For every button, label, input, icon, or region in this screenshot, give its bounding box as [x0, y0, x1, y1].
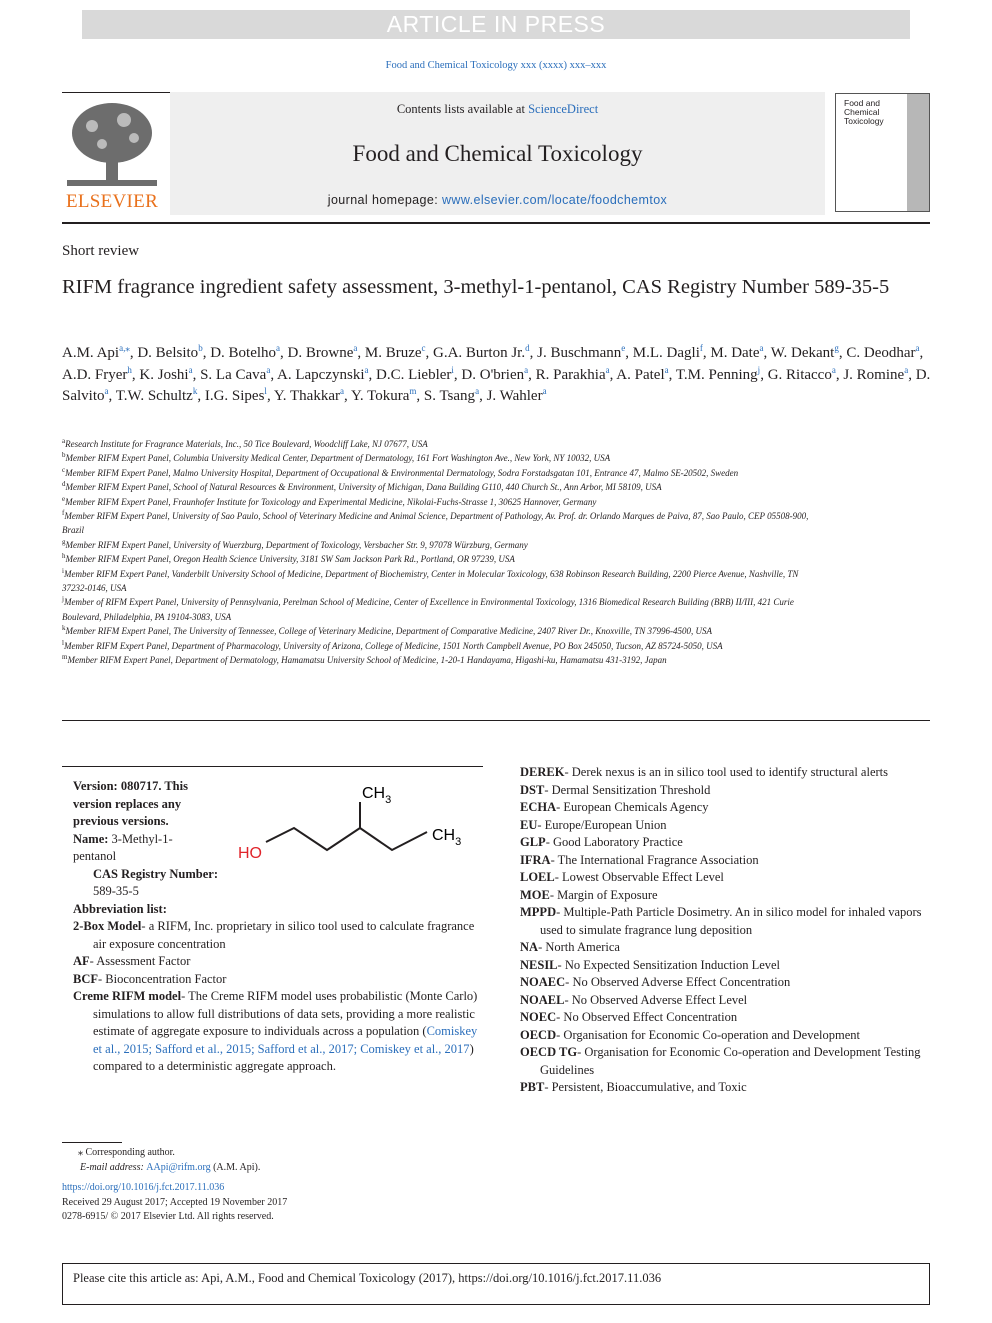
author: [433, 345, 530, 361]
abbreviation-entry: [520, 799, 932, 817]
author: [771, 345, 839, 361]
abbreviation-definition: - Multiple-Path Particle Dosimetry. An in silico model for inhaled vapors used to simulate fragrance lung deposition: [540, 905, 922, 937]
author-name: M.L. Dagli: [632, 345, 700, 361]
author: [710, 345, 763, 361]
abbreviation-term: IFRA: [520, 852, 551, 867]
author-affiliation-mark[interactable]: b: [198, 343, 203, 353]
abbreviation-list-left: [73, 918, 483, 1076]
author-name: A.D. Fryer: [62, 366, 128, 383]
author-affiliation-mark[interactable]: a: [915, 343, 920, 353]
abbreviation-definition: - European Chemicals Agency: [556, 800, 709, 814]
abbreviation-definition: - North America: [538, 940, 620, 954]
copyright: 0278-6915/ © 2017 Elsevier Ltd. All rights reserved.: [62, 1211, 274, 1222]
author-affiliation-mark[interactable]: a: [266, 364, 271, 375]
affiliation-mark: i: [62, 566, 64, 575]
abbreviation-list-right: [520, 764, 932, 1097]
author: [116, 388, 198, 404]
abbreviation-term: OECD TG: [520, 1045, 578, 1059]
received-dates: Received 29 August 2017; Accepted 19 November 2017: [62, 1196, 288, 1208]
author-name: J. Romine: [843, 366, 905, 383]
abbreviation-entry: [520, 1027, 932, 1045]
affiliation-item: [62, 466, 822, 480]
author-affiliation-mark[interactable]: d: [525, 343, 530, 353]
abbreviation-definition: - No Observed Effect Concentration: [556, 1010, 738, 1024]
affiliation-text: Member RIFM Expert Panel, Department of Pharmacology, University of Arizona, College of Medicine, 1501 North Campbell Avenue, PO Box 245050, Tucson, AZ 85724-5050, USA: [63, 640, 723, 651]
abbreviation-entry: Creme RIFM model- The Creme RIFM model uses probabilistic (Monte Carlo) simulations to allow full distributions of data sets, providing a more realistic estimate of aggregate exposure to individuals across a population (Comiskey et al., 2015; Safford et al., 2015; Safford et al., 2017; Comiskey et al., 2017) compared to a deterministic aggregate approach.: [73, 989, 478, 1073]
author: [205, 388, 267, 404]
author-name: D. Salvito: [62, 366, 931, 404]
author-affiliation-mark[interactable]: k: [192, 386, 198, 396]
affiliation-mark: k: [62, 624, 66, 633]
author: [200, 364, 271, 383]
abbreviation-definition: - Derek nexus is an in silico tool used to identify structural alerts: [564, 765, 888, 779]
abbreviation-term: NA: [520, 940, 539, 954]
affiliation-item: [62, 595, 822, 624]
info-box-top-rule: [62, 766, 483, 767]
affiliation-item: [62, 509, 822, 538]
abbreviation-term: PBT: [520, 1080, 545, 1094]
author-name: A. Patel: [616, 366, 665, 383]
author-affiliation-mark[interactable]: f: [699, 343, 703, 353]
abbreviation-definition: - Organisation for Economic Co-operation and Development Testing Guidelines: [540, 1045, 921, 1077]
abbreviation-term: Creme RIFM model: [73, 989, 182, 1003]
author-affiliation-mark[interactable]: a: [542, 386, 547, 396]
affiliation-mark: h: [62, 552, 66, 561]
abbreviation-definition: - Good Laboratory Practice: [545, 835, 683, 849]
affiliation-mark: c: [62, 465, 66, 474]
author-name: J. Wahler: [486, 388, 543, 404]
affiliation-text: Research Institute for Fragrance Materials, Inc., 50 Tice Boulevard, Woodcliff Lake, NJ 07677, USA: [65, 439, 428, 449]
affiliation-text: Member RIFM Expert Panel, Vanderbilt University School of Medicine, Department of Biochemistry, Center in Molecular Toxicology, 638 Robinson Research Building, 2200 Pierce Avenue, Nashville, TN 37232-0146, USA: [62, 568, 799, 594]
author-affiliation-mark[interactable]: a: [664, 364, 669, 375]
author-affiliation-mark[interactable]: c: [421, 343, 426, 353]
author-name: Y. Thakkar: [273, 388, 340, 404]
affiliation-text: Member RIFM Expert Panel, Fraunhofer Institute for Toxicology and Experimental Medicine, Nikolai-Fuchs-Strasse 1, 30625 Hannover, Germany: [65, 496, 597, 507]
abbreviation-entry: [520, 904, 932, 939]
affiliation-item: [62, 495, 822, 509]
affiliation-item: [62, 653, 822, 667]
abbreviation-term: AF: [73, 954, 90, 968]
author-affiliation-mark[interactable]: e: [621, 343, 626, 353]
methyl-top-label: $CH_3$: [362, 785, 392, 806]
affiliation-text: Member RIFM Expert Panel, Oregon Health Science University, 3181 SW Sam Jackson Park Rd., Portland, OR 97239, USA: [65, 554, 515, 565]
affiliation-text: Member RIFM Expert Panel, Columbia University Medical Center, Department of Dermatology, 161 Fort Washington Ave., New York, NY 10032, USA: [65, 453, 611, 464]
email-note: E-mail address: AApi@rifm.org (A.M. Api).: [80, 1161, 261, 1173]
author-affiliation-mark[interactable]: g: [834, 343, 839, 353]
abbreviation-term: 2-Box Model: [73, 919, 142, 933]
author-name: G.A. Burton Jr.: [433, 345, 526, 361]
abbreviation-term: ECHA: [520, 800, 557, 814]
footnotes: [62, 1146, 287, 1225]
abbreviation-definition: - a RIFM, Inc. proprietary in silico tool used to calculate fragrance air exposure concentration: [93, 919, 475, 951]
author-list: A.M. Api$^{a,⁎}$, D. Belsito$^b$, D. Botelho$^a$, D. Browne$^a$, M. Bruze$^c$, G.A. Burton Jr.$^d$, J. Buschmann$^e$, M.L. Dagli$^f$, M. Date$^a$, W. Dekant$^g$, C. Deodhar$^a$, A.D. Fryer$^h$, K. Joshi$^a$, S. La Cava$^a$, A. Lapczynski$^a$, D.C. Liebler$^i$, D. O'brien$^a$, R. Parakhia$^a$, A. Patel$^a$, T.M. Penning$^j$, G. Ritacco$^a$, J. Romine$^a$, D. Salvito$^a$, T.W. Schultz$^k$, I.G. Sipes$^l$, Y. Thakkar$^a$, Y. Tokura$^m$, S. Tsang$^a$, J. Wahler$^a$: [62, 343, 931, 404]
author-name: D.C. Liebler: [376, 366, 452, 383]
author: [277, 364, 369, 383]
cover-stripe: [907, 94, 929, 211]
abbreviation-entry: [520, 1044, 932, 1079]
cas-label: CAS Registry Number:: [93, 866, 218, 881]
author-name: K. Joshi: [139, 366, 189, 383]
abbreviation-definition: - Lowest Observable Effect Level: [554, 870, 724, 884]
author-name: A.M. Api: [62, 345, 120, 361]
author-name: D. O'brien: [461, 366, 525, 383]
author: [846, 345, 919, 361]
version-block: [73, 778, 228, 831]
author: [424, 388, 479, 404]
hydroxyl-label: HO: [238, 845, 262, 862]
abbreviation-term: BCF: [73, 971, 98, 986]
affiliation-mark: g: [62, 537, 66, 546]
author: [535, 364, 610, 383]
author: [139, 364, 193, 383]
abbreviation-entry: [520, 957, 932, 975]
affiliation-item: [62, 552, 822, 566]
author-name: W. Dekant: [770, 345, 835, 361]
author-name: J. Buschmann: [537, 345, 622, 361]
article-in-press-banner: ARTICLE IN PRESS: [82, 10, 910, 39]
affiliation-mark: j: [62, 595, 64, 604]
abbreviation-term: MOE: [520, 887, 550, 902]
affiliation-mark: b: [62, 451, 66, 460]
author-affiliation-mark[interactable]: a: [831, 364, 836, 375]
author-affiliation-mark[interactable]: a: [276, 343, 281, 353]
abbreviation-term: DEREK: [520, 765, 565, 779]
author-name: T.M. Penning: [675, 366, 758, 383]
abbreviation-heading: Abbreviation list:: [73, 901, 167, 916]
author-name: M. Bruze: [364, 345, 422, 361]
abbreviation-entry: [520, 817, 932, 835]
author-name: D. Botelho: [210, 345, 277, 361]
journal-title: Food and Chemical Toxicology: [352, 141, 643, 166]
abbreviation-definition: - Margin of Exposure: [549, 887, 658, 902]
affiliation-text: Member RIFM Expert Panel, University of Sao Paulo, School of Veterinary Medicine and Animal Science, Department of Pathology, Av. Prof. dr. Orlando Marques de Paiva, 87, Sao Paulo, CEP 05508-900, Brazil: [62, 511, 809, 536]
abbreviation-term: EU: [520, 817, 538, 832]
name-block: [73, 831, 213, 866]
author-affiliation-mark[interactable]: a: [104, 386, 109, 396]
author: [62, 345, 130, 361]
abbreviation-entry: [520, 782, 932, 800]
author-name: C. Deodhar: [846, 345, 916, 361]
author-affiliation-mark[interactable]: a: [364, 364, 369, 375]
abbreviation-definition: - The Creme RIFM model uses probabilistic (Monte Carlo) simulations to allow full distributions of data sets, providing a more realistic estimate of aggregate exposure to individuals across a population: [93, 989, 478, 1038]
abbreviation-entry: [520, 974, 932, 992]
abbreviation-term: OECD: [520, 1027, 557, 1042]
version-value: 080717. This version replaces any previous versions.: [73, 779, 188, 828]
author: [537, 345, 625, 361]
affiliation-text: Member RIFM Expert Panel, The University of Tennessee, College of Veterinary Medicine, Department of Comparative Medicine, 2407 River Dr., Knoxville, TN 37996-4500, USA: [65, 626, 713, 637]
cover-title: Food and Chemical Toxicology: [844, 98, 884, 126]
abbreviation-definition: - Bioconcentration Factor: [98, 971, 227, 986]
author: [274, 388, 344, 404]
abbreviation-entry: [520, 1079, 932, 1097]
abbreviation-entry: [520, 834, 932, 852]
abbreviation-term: GLP: [520, 835, 546, 849]
author-name: R. Parakhia: [535, 366, 606, 383]
citation-box: [62, 1263, 930, 1305]
abbreviation-definition: - Persistent, Bioaccumulative, and Toxic: [544, 1080, 747, 1094]
author-name: D. Belsito: [137, 345, 199, 361]
author-name: S. Tsang: [423, 388, 476, 404]
abbreviation-term: LOEL: [520, 870, 555, 884]
reference-links[interactable]: Comiskey et al., 2015; Safford et al., 2015; Safford et al., 2017; Comiskey et al., 2017: [93, 1024, 478, 1056]
affiliation-mark: f: [62, 509, 65, 518]
affiliation-text: Member RIFM Expert Panel, Department of Dermatology, Hamamatsu University School of Medicine, 1-20-1 Handayama, Higashi-ku, Hamamatsu 431-3192, Japan: [67, 655, 667, 666]
contents-line: Contents lists available at ScienceDirect: [396, 102, 599, 116]
author: [767, 364, 836, 383]
sciencedirect-link[interactable]: ScienceDirect: [528, 102, 599, 116]
author: [210, 345, 280, 361]
author-affiliation-mark[interactable]: a: [353, 343, 358, 353]
author: [461, 364, 529, 383]
author-name: M. Date: [710, 345, 760, 361]
author: [288, 345, 358, 361]
abbreviation-entry: [520, 869, 932, 887]
abbreviation-term: NOEC: [520, 1010, 557, 1024]
abbreviation-definition: - No Observed Adverse Effect Level: [564, 992, 748, 1007]
email-link[interactable]: AApi@rifm.org: [146, 1161, 211, 1173]
abbreviation-entry: [520, 992, 932, 1010]
doi-link[interactable]: https://doi.org/10.1016/j.fct.2017.11.036: [62, 1182, 225, 1193]
abbreviation-term: MPPD: [520, 905, 557, 919]
abbreviation-term: NOAEL: [520, 992, 565, 1007]
author: [633, 345, 703, 361]
abbreviation-entry: [73, 953, 483, 971]
abbreviation-entry: [520, 1009, 932, 1027]
affiliation-mark: e: [62, 494, 66, 503]
author-affiliation-mark[interactable]: m: [409, 386, 417, 396]
author-affiliation-mark[interactable]: a: [524, 364, 529, 375]
author-name: A. Lapczynski: [277, 366, 365, 383]
abbreviation-definition: - Organisation for Economic Co-operation and Development: [556, 1027, 860, 1042]
author: [376, 364, 454, 383]
abbreviation-entry: [73, 971, 483, 989]
article-section-label: Short review: [62, 243, 140, 259]
journal-homepage: journal homepage: www.elsevier.com/locate/foodchemtox: [327, 193, 668, 207]
affiliation-mark: m: [62, 653, 68, 662]
homepage-link[interactable]: www.elsevier.com/locate/foodchemtox: [442, 193, 668, 207]
abbreviation-definition: - Europe/European Union: [537, 817, 667, 832]
affiliation-text: Member RIFM Expert Panel, University of Wuerzburg, Department of Toxicology, Versbacher Str. 9, 97078 Würzburg, Germany: [65, 539, 528, 550]
abbreviation-entry: [520, 764, 932, 782]
journal-cover-thumbnail: [835, 93, 930, 212]
author: [137, 345, 202, 361]
author-affiliation-mark[interactable]: a: [759, 343, 764, 353]
methyl-right-label: $CH_3$: [432, 827, 462, 848]
abbreviation-definition: - The International Fragrance Association: [550, 852, 759, 867]
author: [487, 388, 547, 404]
article-title: RIFM fragrance ingredient safety assessment, 3-methyl-1-pentanol, CAS Registry Number 589-35-5: [62, 276, 890, 298]
author-affiliation-mark[interactable]: h: [127, 364, 132, 375]
cas-block: [73, 866, 233, 901]
header-bottom-rule: [62, 222, 930, 224]
footnote-rule: [62, 1142, 122, 1143]
version-label: Version:: [73, 779, 118, 793]
author-affiliation-mark[interactable]: a: [188, 364, 193, 375]
abbreviation-definition: - No Expected Sensitization Induction Level: [557, 957, 781, 972]
author: [675, 364, 761, 383]
publisher-name: ELSEVIER: [65, 191, 159, 212]
author-name: I.G. Sipes: [204, 388, 265, 404]
author-affiliation-mark[interactable]: a: [340, 386, 344, 396]
affiliation-mark: a: [62, 437, 66, 445]
affiliation-divider: [62, 720, 930, 721]
running-header[interactable]: Food and Chemical Toxicology xxx (xxxx) xxx–xxx: [385, 60, 607, 71]
author: [843, 364, 909, 383]
affiliation-list: [62, 437, 822, 668]
author-affiliation-mark[interactable]: i: [451, 364, 454, 375]
chemical-structure-diagram: [232, 780, 482, 870]
affiliation-item: [62, 639, 822, 653]
abbreviation-term: NOAEC: [520, 975, 566, 989]
author: [616, 364, 669, 383]
abbreviation-term: DST: [520, 782, 545, 797]
author-affiliation-mark[interactable]: a,⁎: [119, 343, 130, 353]
author-affiliation-mark[interactable]: a: [904, 364, 909, 375]
author-affiliation-mark[interactable]: j: [757, 364, 761, 375]
affiliation-mark: l: [62, 638, 64, 647]
author-name: T.W. Schultz: [115, 388, 193, 404]
affiliation-text: Member RIFM Expert Panel, Malmo University Hospital, Department of Occupational & Environmental Dermatology, Sodra Forstadsgatan 101, Entrance 47, Malmo SE-20502, Sweden: [65, 467, 739, 478]
author: [365, 345, 426, 361]
author-name: Y. Tokura: [350, 388, 410, 404]
author-name: D. Browne: [287, 345, 354, 361]
affiliation-mark: d: [62, 480, 66, 489]
abbreviation-term: NESIL: [520, 957, 558, 972]
abbreviation-definition: - Assessment Factor: [89, 954, 191, 968]
cas-value: 589-35-5: [93, 884, 139, 898]
name-value: 3-Methyl-1-pentanol: [73, 831, 173, 863]
affiliation-item: [62, 480, 822, 494]
abbreviation-entry: [520, 852, 932, 870]
affiliation-item: [62, 451, 822, 465]
abbreviation-definition: - Dermal Sensitization Threshold: [544, 782, 711, 797]
affiliation-text: Member of RIFM Expert Panel, University of Pennsylvania, Perelman School of Medicine, Center of Excellence in Environmental Toxicology, 1316 Biomedical Research Building (BRB) II/III, 421 Curie Boulevard, Philadelphia, PA 19104-3083, USA: [62, 597, 794, 622]
affiliation-item: [62, 567, 822, 596]
abbreviation-entry: [73, 918, 483, 953]
author-name: G. Ritacco: [767, 366, 832, 383]
author-affiliation-mark[interactable]: a: [475, 386, 480, 396]
abbreviation-definition-tail: ) compared to a deterministic aggregate approach.: [93, 1041, 474, 1073]
affiliation-text: Member RIFM Expert Panel, School of Natural Resources & Environment, University of Michigan, Dana Building G110, 440 Church St., Ann Arbor, MI 58109, USA: [65, 482, 662, 493]
abbreviation-entry: [520, 939, 932, 957]
author: [62, 364, 132, 383]
citation-text: Please cite this article as: Api, A.M., Food and Chemical Toxicology (2017), https://doi.org/10.1016/j.fct.2017.11.036: [73, 1271, 662, 1285]
author-affiliation-mark[interactable]: a: [605, 364, 610, 375]
name-label: Name:: [73, 831, 109, 846]
abbreviation-entry: [520, 887, 932, 905]
affiliation-item: [62, 624, 822, 638]
affiliation-item: [62, 437, 822, 451]
author-name: S. La Cava: [200, 366, 267, 383]
author-affiliation-mark[interactable]: l: [264, 386, 267, 396]
corresponding-note: ⁎ Corresponding author.: [78, 1147, 175, 1158]
affiliation-item: [62, 538, 822, 552]
author: [351, 388, 416, 404]
abbreviation-definition: - No Observed Adverse Effect Concentration: [565, 975, 791, 989]
